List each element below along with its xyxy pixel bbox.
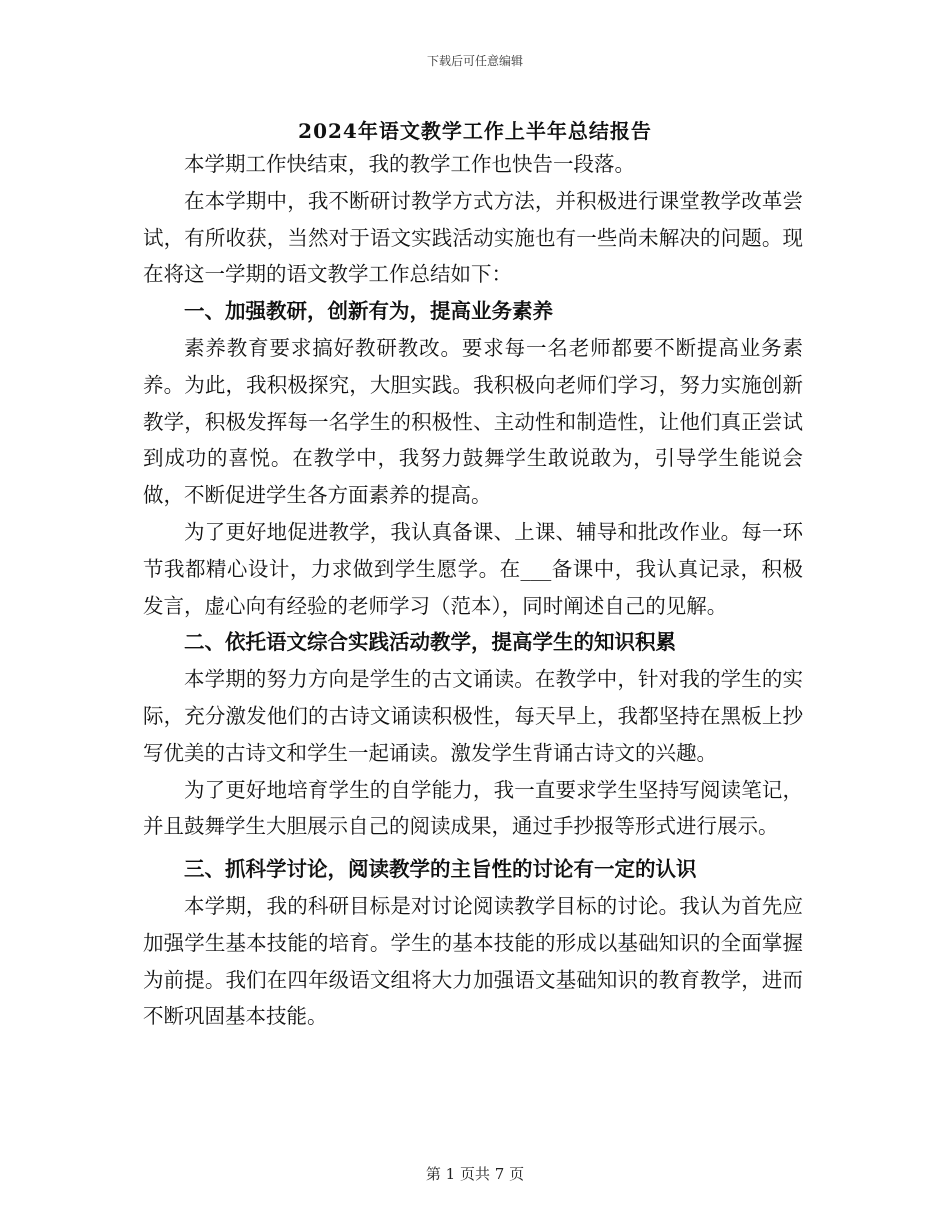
paragraph-overview: 在本学期中，我不断研讨教学方式方法，并积极进行课堂教学改革尝试，有所收获，当然对于语文实践活动实施也有一些尚未解决的问题。现在将这一学期的语文教学工作总结如下： (143, 188, 803, 287)
paragraph: 本学期的努力方向是学生的古文诵读。在教学中，针对我的学生的实际，充分激发他们的古诗文诵读积极性，每天早上，我都坚持在黑板上抄写优美的古诗文和学生一起诵读。激发学生背诵古诗文的兴趣。 (143, 667, 803, 765)
paragraph: 为了更好地促进教学，我认真备课、上课、辅导和批改作业。每一环节我都精心设计，力求做到学生愿学。在___备课中，我认真记录，积极发言，虚心向有经验的老师学习（范本），同时阐述自己的见解。 (143, 519, 803, 618)
section-heading-2: 二、依托语文综合实践活动教学，提高学生的知识积累 (184, 630, 676, 655)
paragraph-intro: 本学期工作快结束，我的教学工作也快告一段落。 (184, 152, 635, 176)
section-heading-3: 三、抓科学讨论，阅读教学的主旨性的讨论有一定的认识 (184, 857, 697, 882)
document-body (143, 146, 803, 1035)
document-title: 2024年语文教学工作上半年总结报告 (298, 119, 652, 143)
paragraph: 本学期，我的科研目标是对讨论阅读教学目标的讨论。我认为首先应加强学生基本技能的培育。学生的基本技能的形成以基础知识的全面掌握为前提。我们在四年级语文组将大力加强语文基础知识的教育教学，进而不断巩固基本技能。 (143, 893, 803, 1029)
page-number: 第 1 页共 7 页 (425, 1165, 525, 1183)
paragraph: 为了更好地培育学生的自学能力，我一直要求学生坚持写阅读笔记，并且鼓舞学生大胆展示自己的阅读成果，通过手抄报等形式进行展示。 (143, 777, 803, 839)
download-note: 下载后可任意编辑 (426, 54, 523, 68)
paragraph: 素养教育要求搞好教研教改。要求每一名老师都要不断提高业务素养。为此，我积极探究，大胆实践。我积极向老师们学习，努力实施创新教学，积极发挥每一名学生的积极性、主动性和制造性，让他们真正尝试到成功的喜悦。在教学中，我努力鼓舞学生敢说敢为，引导学生能说会做，不断促进学生各方面素养的提高。 (143, 335, 803, 508)
section-heading-1: 一、加强教研，创新有为，提高业务素养 (184, 299, 553, 324)
